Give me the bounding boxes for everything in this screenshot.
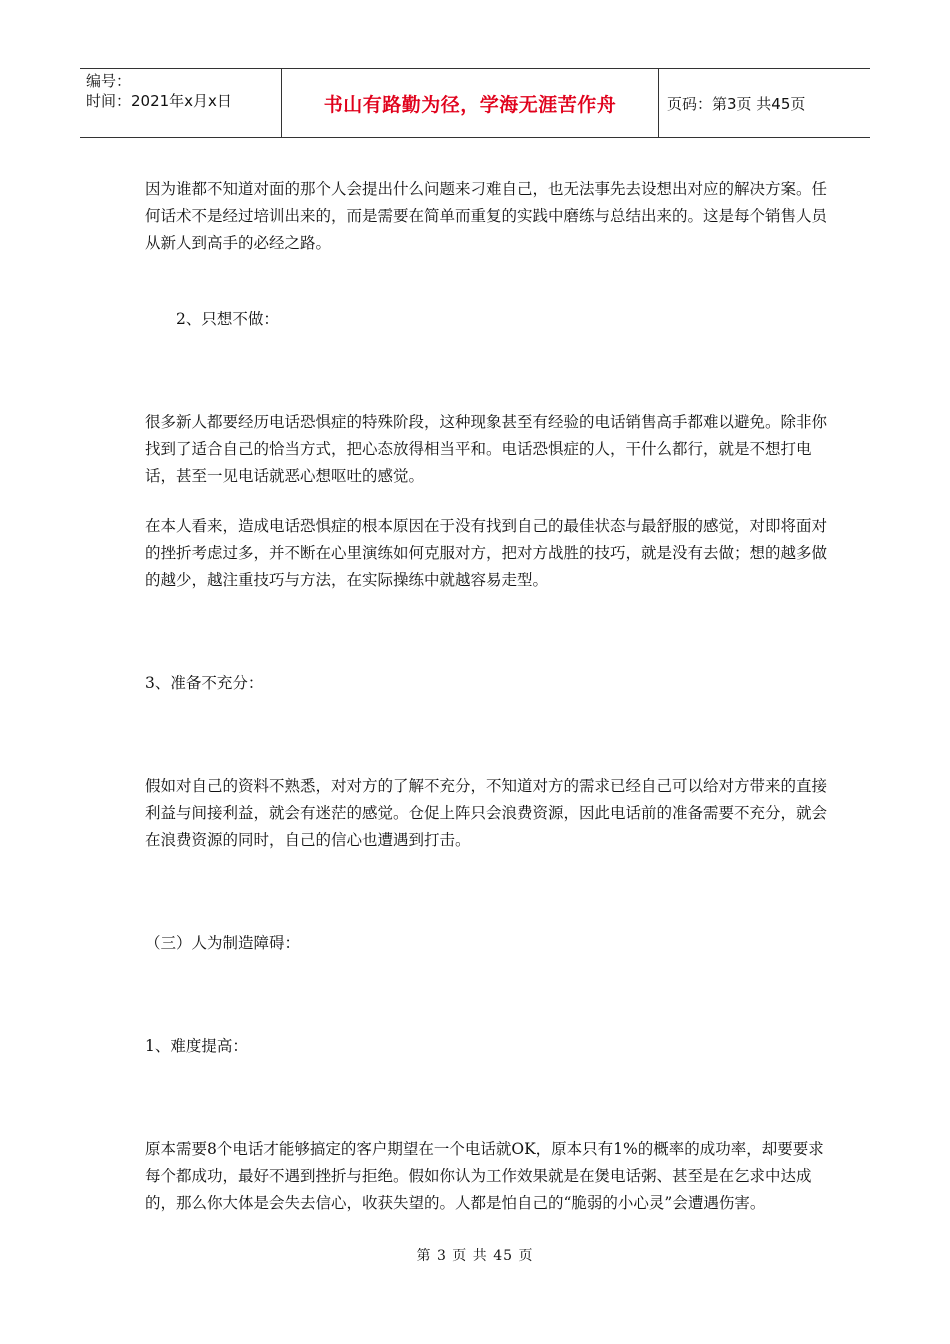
document-body (145, 176, 835, 1217)
header-page-info: 页码：第3页 共45页 (667, 94, 806, 113)
paragraph-3: 在本人看来，造成电话恐惧症的根本原因在于没有找到自己的最佳状态与最舒服的感觉，对即将面对的挫折考虑过多，并不断在心里演练如何克服对方，把对方战胜的技巧，就是没有去做；想的越多做的越少，越注重技巧与方法，在实际操练中就越容易走型。 (145, 517, 828, 589)
time-line: 时间：2021年x月x日 (86, 92, 232, 110)
page-header (80, 68, 870, 138)
header-meta (80, 69, 282, 137)
paragraph-5: 原本需要8个电话才能够搞定的客户期望在一个电话就OK，原本只有1%的概率的成功率，却要要求每个都成功，最好不遇到挫折与拒绝。假如你认为工作效果就是在煲电话粥、甚至是在乞求中达成的，那么你大体是会失去信心，收获失望的。人都是怕自己的“脆弱的小心灵”会遭遇伤害。 (145, 1140, 824, 1212)
heading-artificial-obstacles: （三）人为制造障碍： (145, 934, 301, 952)
heading-unprepared: 3、准备不充分： (145, 674, 264, 692)
heading-only-think: 2、只想不做： (176, 310, 279, 328)
paragraph-2: 很多新人都要经历电话恐惧症的特殊阶段，这种现象甚至有经验的电话销售高手都难以避免。除非你找到了适合自己的恰当方式，把心态放得相当平和。电话恐惧症的人，干什么都行，就是不想打电话，甚至一见电话就恶心想呕吐的感觉。 (145, 413, 828, 485)
code-label: 编号： (86, 72, 132, 90)
header-motto: 书山有路勤为径，学海无涯苦作舟 (282, 69, 659, 137)
paragraph-1: 因为谁都不知道对面的那个人会提出什么问题来刁难自己，也无法事先去设想出对应的解决方案。任何话术不是经过培训出来的，而是需要在简单而重复的实践中磨练与总结出来的。这是每个销售人员从新人到高手的必经之路。 (145, 180, 828, 252)
heading-difficulty: 1、难度提高： (145, 1037, 248, 1055)
page-footer: 第 3 页 共 45 页 (416, 1248, 534, 1264)
paragraph-4: 假如对自己的资料不熟悉，对对方的了解不充分，不知道对方的需求已经自己可以给对方带来的直接利益与间接利益，就会有迷茫的感觉。仓促上阵只会浪费资源，因此电话前的准备需要不充分，就会在浪费资源的同时，自己的信心也遭遇到打击。 (145, 777, 828, 849)
